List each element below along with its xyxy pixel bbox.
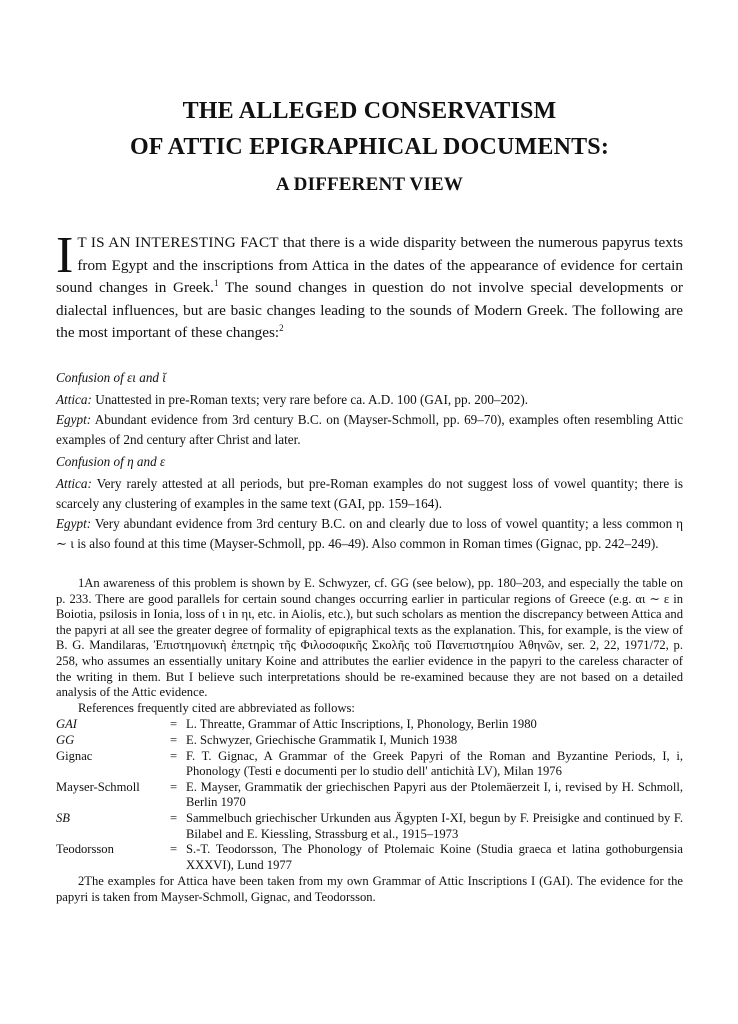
reference-abbr: GG [56, 732, 75, 747]
reference-text: E. Schwyzer, Griechische Grammatik I, Munich 1938 [186, 732, 458, 747]
reference-abbr: Mayser-Schmoll [56, 779, 140, 794]
reference-abbr: Gignac [56, 748, 93, 763]
egypt-text: Very abundant evidence from 3rd century B.C. on and clearly due to loss of vowel quantity; a less common η ∼ ι is also found at this time (Mayser-Schmoll, pp. 46–49). Also common in Roman times (Gignac, pp. 242–249). [56, 516, 683, 551]
reference-row [56, 842, 683, 873]
reference-equals: = [170, 748, 178, 763]
section-ei-iota [56, 368, 683, 450]
footnote-ref-2[interactable]: 2 [279, 323, 284, 334]
reference-text: F. T. Gignac, A Grammar of the Greek Papyri of the Roman and Byzantine Periods, I, i, Phonology (Testi e documenti per lo studio dell' antichità LV), Milan 1976 [186, 748, 683, 779]
references-table [56, 717, 683, 873]
attica-text: Very rarely attested at all periods, but pre-Roman examples do not suggest loss of vowel quantity; there is scarcely any clustering of examples in the same text (GAI, pp. 159–164). [56, 476, 683, 511]
section-heading: Confusion of η and ε [56, 454, 166, 469]
egypt-label: Egypt: [56, 412, 92, 427]
title-line-1: THE ALLEGED CONSERVATISM [182, 98, 557, 124]
attica-entry [56, 474, 683, 514]
attica-label: Attica: [56, 476, 92, 491]
footnote-1: 1An awareness of this problem is shown by E. Schwyzer, cf. GG (see below), pp. 180–203, and especially the table on p. 233. There are good parallels for certain sound changes occurring earlier in particular regions of Greece (e.g. αι ∼ ε in Boiotia, psilosis in Ionia, loss of ι in ηι, etc. in Aiolis, etc.), but such scholars as mention the discrepancy between Attica and the papyri at all see the greater degree of formality of epigraphical texts as the explanation. This, for example, is the view of B. G. Mandilaras, Ἐπιστημονικὴ ἐπετηρὶς τῆς Φιλοσοφικῆς Σκολῆς τοῦ Πανεπιστημίου Ἀθηνῶν, ser. 2, 22, 1971/72, p. 258, who assumes an essentially unitary Koine and attributes the earlier evidence in the papyri to the careless character of the writing in them. But I believe such interpretations should be re-examined because they are not based on a detailed analysis of the Attic evidence. [56, 576, 683, 700]
reference-abbr: Teodorsson [56, 842, 114, 857]
attica-text: Unattested in pre-Roman texts; very rare before ca. A.D. 100 (GAI, pp. 200–202). [91, 392, 529, 407]
reference-text: L. Threatte, Grammar of Attic Inscriptions, I, Phonology, Berlin 1980 [186, 717, 537, 732]
intro-lead: T IS AN INTERESTING FACT [77, 234, 279, 251]
section-eta-epsilon [56, 452, 683, 554]
footnote-ref-1[interactable]: 1 [213, 278, 219, 289]
references-intro: References frequently cited are abbreviated as follows: [78, 700, 355, 715]
intro-body-2: The sound changes in question do not involve special developments or dialectal influences, but are basic changes leading to the sounds of Modern Greek. The following are the most important of these changes: [56, 279, 683, 342]
reference-equals: = [170, 842, 178, 857]
reference-equals: = [170, 732, 178, 747]
reference-abbr: SB [56, 810, 70, 825]
footnote-2: 2The examples for Attica have been taken from my own Grammar of Attic Inscriptions I (GAI). The evidence for the papyri is taken from Mayser-Schmoll, Gignac, and Teodorsson. [56, 874, 683, 904]
reference-text: Sammelbuch griechischer Urkunden aus Ägypten I-XI, begun by F. Preisigke and continued by F. Bilabel and E. Kiessling, Strassburg et al., 1915–1973 [186, 810, 683, 841]
reference-row [56, 717, 683, 733]
intro-body: that there is a wide disparity between the numerous papyrus texts from Egypt and the inscriptions from Attica in the dates of the appearance of evidence for certain sound changes in Greek. [56, 234, 683, 297]
intro-paragraph [56, 227, 683, 345]
reference-row [56, 749, 683, 780]
reference-equals: = [170, 810, 178, 825]
egypt-entry [56, 514, 683, 554]
attica-entry [56, 390, 683, 410]
title-line-2: OF ATTIC EPIGRAPHICAL DOCUMENTS: [129, 134, 610, 160]
reference-abbr: GAI [56, 717, 77, 732]
reference-row [56, 811, 683, 842]
reference-text: E. Mayser, Grammatik der griechischen Papyri aus der Ptolemäerzeit I, i, revised by H. Schmoll, Berlin 1970 [186, 779, 683, 810]
subtitle: A DIFFERENT VIEW [275, 174, 464, 195]
section-heading: Confusion of ει and ῐ [56, 370, 166, 385]
reference-equals: = [170, 779, 178, 794]
attica-label: Attica: [56, 392, 92, 407]
reference-text: S.-T. Teodorsson, The Phonology of Ptolemaic Koine (Studia graeca et latina gothoburgensia XXXVI), Lund 1977 [186, 842, 683, 872]
footnotes [56, 576, 683, 905]
drop-cap: I [56, 227, 74, 284]
reference-row [56, 733, 683, 749]
egypt-label: Egypt: [56, 516, 92, 531]
reference-row [56, 780, 683, 811]
egypt-entry [56, 410, 683, 450]
egypt-text: Abundant evidence from 3rd century B.C. on (Mayser-Schmoll, pp. 69–70), examples often resembling Attic examples of 2nd century after Christ and later. [56, 412, 683, 447]
reference-equals: = [170, 717, 178, 732]
